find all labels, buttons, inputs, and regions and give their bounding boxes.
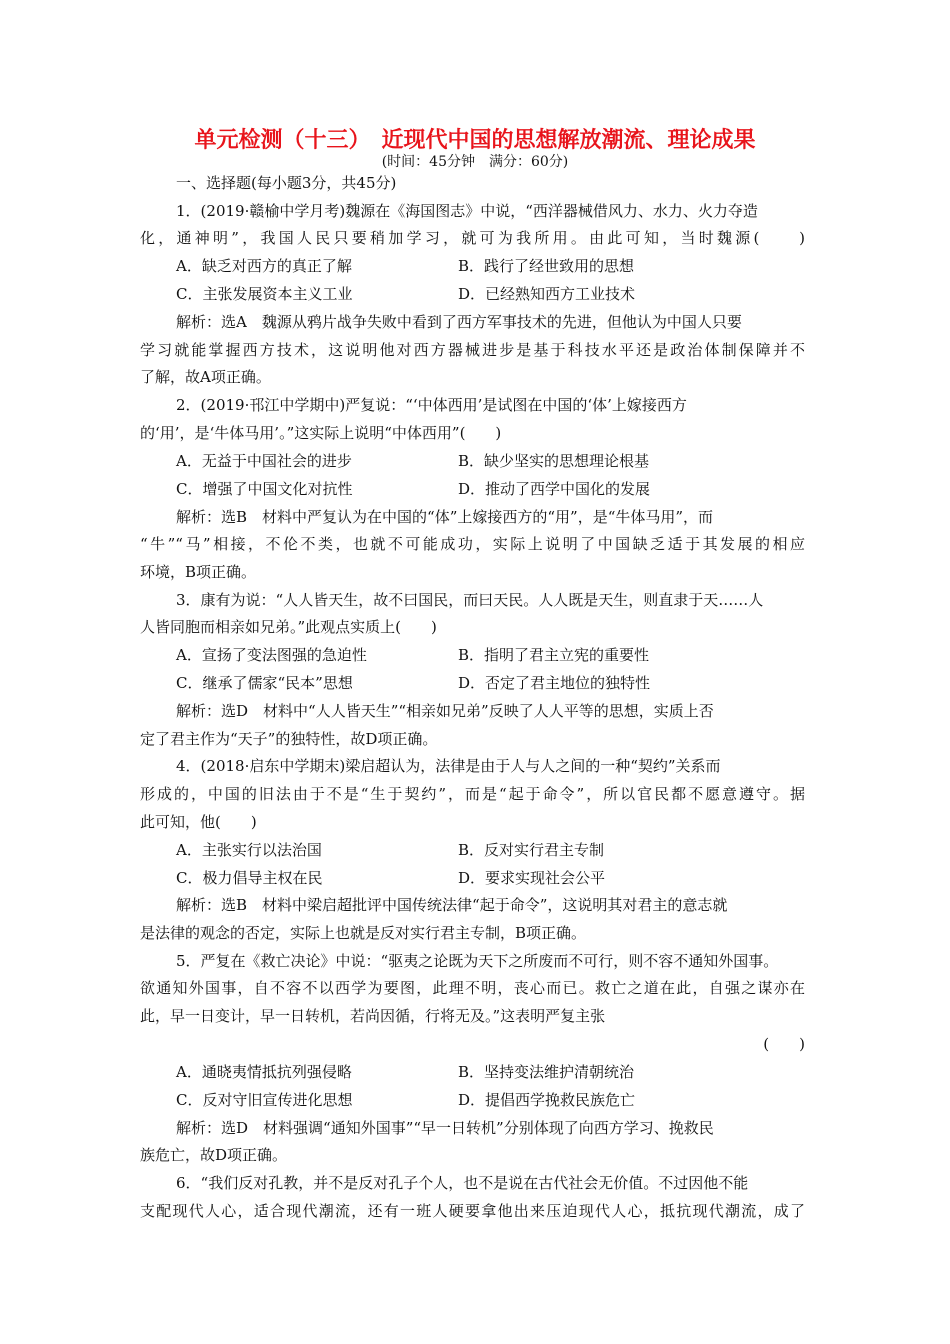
question-5-option-d: D．提倡西学挽救民族危亡 (458, 1091, 636, 1109)
document-title: 单元检测（十三） 近现代中国的思想解放潮流、理论成果 (194, 128, 756, 153)
question-5-line-2: 欲通知外国事，自不容不以西学为要图，此理不明，丧心而已。救亡之道在此，自强之谋亦在 (140, 979, 805, 997)
question-1-option-a: A．缺乏对西方的真正了解 (176, 257, 352, 275)
question-1-option-d: D．已经熟知西方工业技术 (458, 285, 636, 303)
question-2-option-d: D．推动了西学中国化的发展 (458, 480, 651, 498)
question-4-explanation-1: 解析：选B 材料中梁启超批评中国传统法律“起于命令”，这说明其对君主的意志就 (176, 896, 728, 914)
question-2-option-a: A．无益于中国社会的进步 (176, 452, 352, 470)
question-2-option-b: B．缺少坚实的思想理论根基 (458, 452, 650, 470)
question-2-option-c: C．增强了中国文化对抗性 (176, 480, 353, 498)
question-2-line-2: 的‘用’，是‘牛体马用’。”这实际上说明“中体西用”( ) (140, 424, 502, 442)
question-2-explanation-1: 解析：选B 材料中严复认为在中国的“体”上嫁接西方的“用”，是“牛体马用”，而 (176, 508, 714, 526)
question-3-option-c: C．继承了儒家“民本”思想 (176, 674, 353, 692)
question-1-line-2: 化，通神明”，我国人民只要稍加学习，就可为我所用。由此可知，当时魏源( ) (140, 229, 805, 247)
question-5-answer-paren: ( ) (763, 1035, 805, 1053)
question-1-option-b: B．践行了经世致用的思想 (458, 257, 635, 275)
question-5-line-3: 此，早一日变计，早一日转机，若尚因循，行将无及。”这表明严复主张 (140, 1007, 606, 1025)
question-4-line-2: 形成的，中国的旧法由于不是“生于契约”，而是“起于命令”，所以官民都不愿意遵守。据 (140, 785, 805, 803)
question-2-explanation-2: “牛”“马”相接，不伦不类，也就不可能成功，实际上说明了中国缺乏适于其发展的相应 (140, 535, 805, 553)
question-6-line-2: 支配现代人心，适合现代潮流，还有一班人硬要拿他出来压迫现代人心，抵抗现代潮流，成了 (140, 1202, 805, 1220)
question-5-option-b: B．坚持变法维护清朝统治 (458, 1063, 635, 1081)
question-3-option-a: A．宣扬了变法图强的急迫性 (176, 646, 367, 664)
question-5-line-1: 5．严复在《救亡决论》中说：“驱夷之论既为天下之所废而不可行，则不容不通知外国事。 (176, 952, 779, 970)
exam-info: (时间：45分钟 满分：60分) (381, 154, 569, 170)
question-4-explanation-2: 是法律的观念的否定，实际上也就是反对实行君主专制，B项正确。 (140, 924, 587, 942)
question-1-explanation-2: 学习就能掌握西方技术，这说明他对西方器械进步是基于科技水平还是政治体制保障并不 (140, 341, 805, 359)
question-4-line-1: 4．(2018·启东中学期末)梁启超认为，法律是由于人与人之间的一种“契约”关系而 (176, 757, 721, 775)
question-3-line-1: 3．康有为说：“人人皆天生，故不曰国民，而曰天民。人人既是天生，则直隶于天……人 (176, 591, 764, 609)
question-3-explanation-1: 解析：选D 材料中“人人皆天生”“相亲如兄弟”反映了人人平等的思想，实质上否 (176, 702, 714, 720)
question-6-line-1: 6．“我们反对孔教，并不是反对孔子个人，也不是说在古代社会无价值。不过因他不能 (176, 1174, 749, 1192)
question-2-line-1: 2．(2019·邗江中学期中)严复说：“‘中体西用’是试图在中国的‘体’上嫁接西方 (176, 396, 687, 414)
question-5-explanation-2: 族危亡，故D项正确。 (140, 1146, 288, 1164)
question-1-explanation-1: 解析：选A 魏源从鸦片战争失败中看到了西方军事技术的先进，但他认为中国人只要 (176, 313, 742, 331)
question-5-option-a: A．通晓夷情抵抗列强侵略 (176, 1063, 352, 1081)
question-4-option-c: C．极力倡导主权在民 (176, 869, 323, 887)
question-1-option-c: C．主张发展资本主义工业 (176, 285, 353, 303)
section-heading: 一、选择题(每小题3分，共45分) (176, 174, 397, 192)
question-1-line-1: 1．(2019·赣榆中学月考)魏源在《海国图志》中说，“西洋器械借风力、水力、火力夺造 (176, 202, 758, 220)
question-1-explanation-3: 了解，故A项正确。 (140, 368, 271, 386)
question-3-option-b: B．指明了君主立宪的重要性 (458, 646, 650, 664)
question-3-line-2: 人皆同胞而相亲如兄弟。”此观点实质上( ) (140, 618, 437, 636)
question-2-explanation-3: 环境，B项正确。 (140, 563, 257, 581)
question-4-line-3: 此可知，他( ) (140, 813, 257, 831)
question-4-option-d: D．要求实现社会公平 (458, 869, 606, 887)
question-5-option-c: C．反对守旧宣传进化思想 (176, 1091, 353, 1109)
question-4-option-a: A．主张实行以法治国 (176, 841, 322, 859)
question-3-explanation-2: 定了君主作为“天子”的独特性，故D项正确。 (140, 730, 438, 748)
question-3-option-d: D．否定了君主地位的独特性 (458, 674, 651, 692)
question-4-option-b: B．反对实行君主专制 (458, 841, 605, 859)
question-5-explanation-1: 解析：选D 材料强调“通知外国事”“早一日转机”分别体现了向西方学习、挽救民 (176, 1119, 714, 1137)
